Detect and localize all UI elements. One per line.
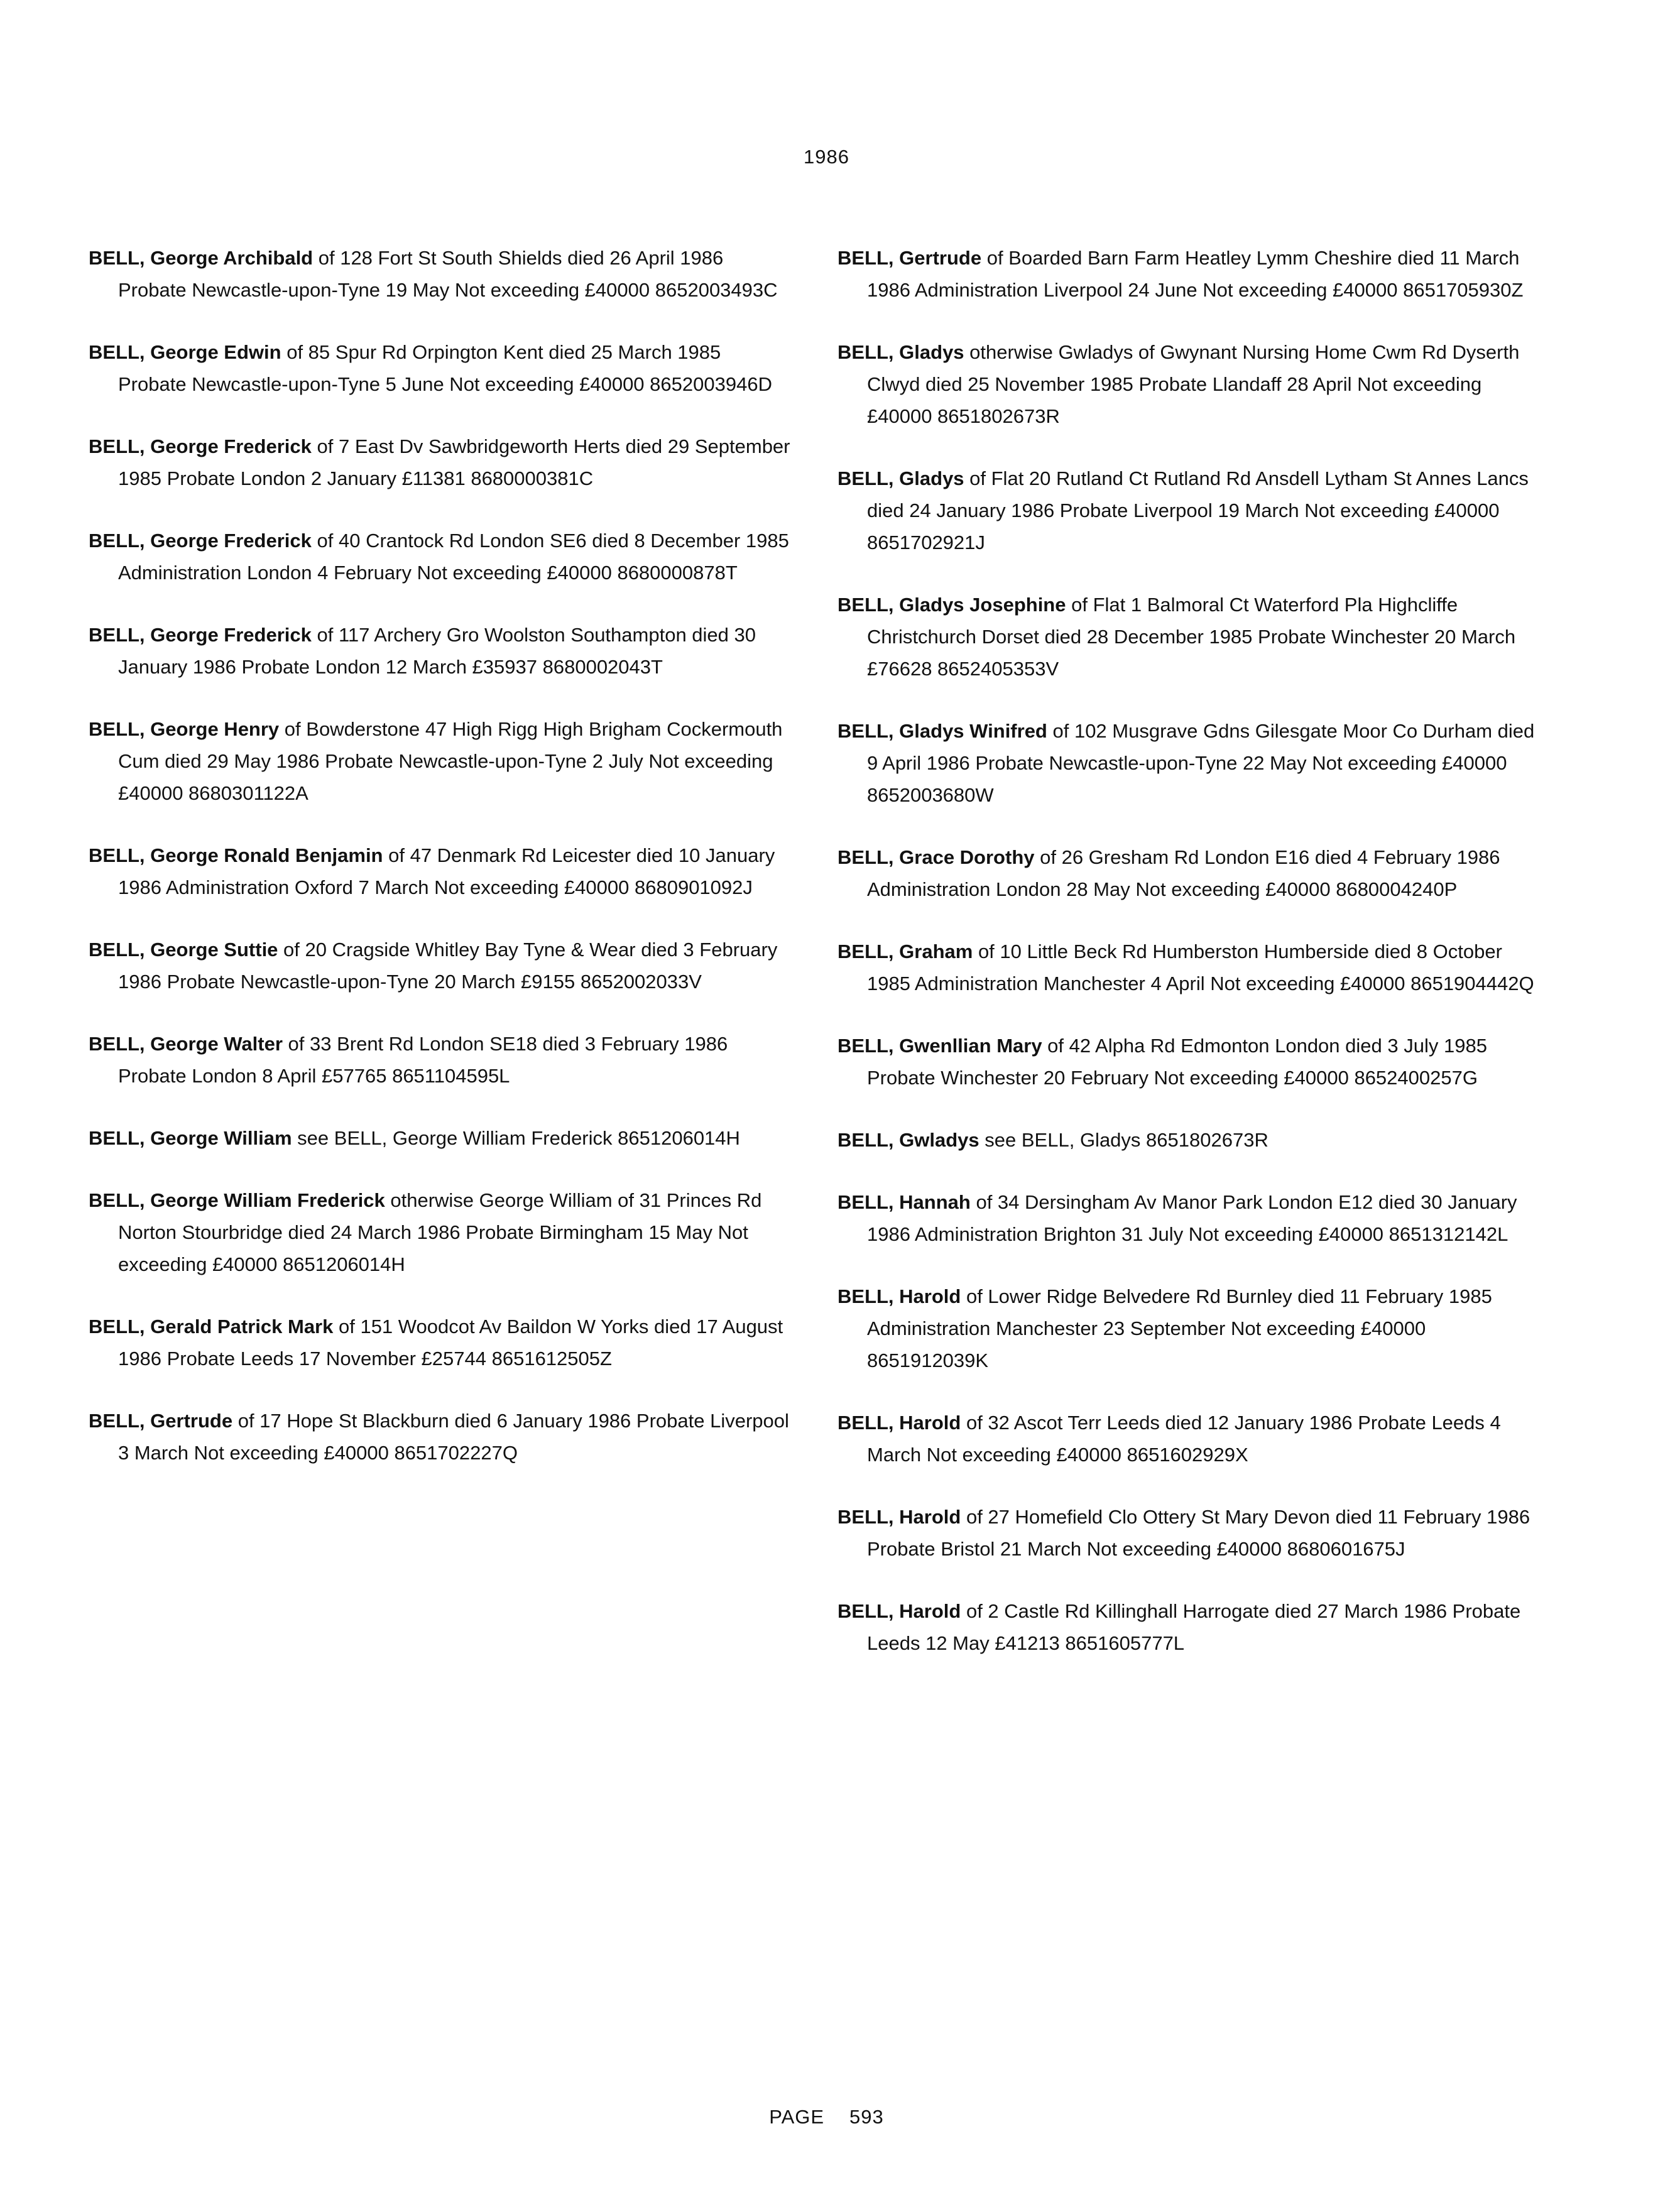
probate-entry bbox=[837, 462, 1541, 558]
entry-name: BELL, Harold bbox=[837, 1412, 961, 1434]
probate-entry bbox=[89, 1184, 792, 1280]
entry-details: of 20 Cragside Whitley Bay Tyne & Wear died 3 February 1986 Probate Newcastle-upon-Tyne 20 March £9155 8652002033V bbox=[118, 939, 778, 993]
page-footer bbox=[0, 2106, 1653, 2128]
entry-details: of 33 Brent Rd London SE18 died 3 February 1986 Probate London 8 April £57765 8651104595L bbox=[118, 1033, 728, 1087]
probate-entry bbox=[837, 1124, 1541, 1156]
probate-entry bbox=[837, 1407, 1541, 1471]
probate-entry bbox=[89, 430, 792, 494]
entry-details: of 27 Homefield Clo Ottery St Mary Devon died 11 February 1986 Probate Bristol 21 March Not exceeding £40000 8680601675J bbox=[867, 1506, 1530, 1560]
probate-entry bbox=[89, 934, 792, 998]
entry-details: of 2 Castle Rd Killinghall Harrogate died 27 March 1986 Probate Leeds 12 May £41213 8651605777L bbox=[867, 1600, 1521, 1654]
probate-entry bbox=[837, 589, 1541, 685]
entry-name: BELL, Gwenllian Mary bbox=[837, 1035, 1042, 1057]
entry-name: BELL, Hannah bbox=[837, 1191, 971, 1213]
entry-name: BELL, Gwladys bbox=[837, 1129, 979, 1151]
probate-entry bbox=[89, 1122, 792, 1154]
probate-entry bbox=[89, 1310, 792, 1375]
probate-entry bbox=[89, 525, 792, 589]
entry-details: of Flat 1 Balmoral Ct Waterford Pla Highcliffe Christchurch Dorset died 28 December 1985 Probate Winchester 20 March £76628 8652405353V bbox=[867, 594, 1516, 680]
entry-details: of 85 Spur Rd Orpington Kent died 25 March 1985 Probate Newcastle-upon-Tyne 5 June Not exceeding £40000 8652003946D bbox=[118, 341, 772, 395]
probate-entry bbox=[837, 1501, 1541, 1565]
entry-name: BELL, George Frederick bbox=[89, 435, 312, 457]
left-column bbox=[89, 242, 792, 1499]
entry-details: of 151 Woodcot Av Baildon W Yorks died 17 August 1986 Probate Leeds 17 November £25744 8651612505Z bbox=[118, 1316, 783, 1370]
entry-details: of 26 Gresham Rd London E16 died 4 February 1986 Administration London 28 May Not exceeding £40000 8680004240P bbox=[867, 846, 1500, 900]
entry-details: of 117 Archery Gro Woolston Southampton died 30 January 1986 Probate London 12 March £35937 8680002043T bbox=[118, 624, 756, 678]
entry-details: of 42 Alpha Rd Edmonton London died 3 July 1985 Probate Winchester 20 February Not exceeding £40000 8652400257G bbox=[867, 1035, 1487, 1089]
entry-name: BELL, George Henry bbox=[89, 718, 280, 740]
entry-name: BELL, Gertrude bbox=[89, 1410, 233, 1432]
probate-entry bbox=[837, 1030, 1541, 1094]
entry-details: otherwise Gwladys of Gwynant Nursing Home Cwm Rd Dyserth Clwyd died 25 November 1985 Probate Llandaff 28 April Not exceeding £40000 8651802673R bbox=[867, 341, 1520, 427]
entry-name: BELL, Graham bbox=[837, 940, 973, 962]
entry-details: of 32 Ascot Terr Leeds died 12 January 1986 Probate Leeds 4 March Not exceeding £40000 8651602929X bbox=[867, 1412, 1501, 1466]
probate-entry bbox=[837, 935, 1541, 1000]
probate-entry bbox=[837, 841, 1541, 905]
entry-details: otherwise George William of 31 Princes Rd Norton Stourbridge died 24 March 1986 Probate Birmingham 15 May Not exceeding £40000 8651206014H bbox=[118, 1189, 762, 1275]
page-number: 593 bbox=[849, 2106, 884, 2128]
entry-name: BELL, George Suttie bbox=[89, 939, 278, 961]
probate-entry bbox=[89, 839, 792, 903]
entry-name: BELL, Gertrude bbox=[837, 247, 982, 269]
entry-name: BELL, George Edwin bbox=[89, 341, 281, 363]
entry-details: of 47 Denmark Rd Leicester died 10 January 1986 Administration Oxford 7 March Not exceeding £40000 8680901092J bbox=[118, 844, 775, 898]
right-column bbox=[837, 242, 1541, 1689]
entry-name: BELL, Gerald Patrick Mark bbox=[89, 1316, 334, 1338]
probate-entry bbox=[89, 713, 792, 809]
page-label: PAGE bbox=[769, 2106, 825, 2128]
entry-name: BELL, George William bbox=[89, 1127, 292, 1149]
entry-details: of 7 East Dv Sawbridgeworth Herts died 29 September 1985 Probate London 2 January £11381 8680000381C bbox=[118, 435, 790, 489]
entry-name: BELL, George Frederick bbox=[89, 530, 312, 552]
entry-details: see BELL, Gladys 8651802673R bbox=[979, 1129, 1268, 1151]
entry-details: of 102 Musgrave Gdns Gilesgate Moor Co Durham died 9 April 1986 Probate Newcastle-upon-Tyne 22 May Not exceeding £40000 8652003680W bbox=[867, 720, 1535, 806]
entry-details: of Bowderstone 47 High Rigg High Brigham Cockermouth Cum died 29 May 1986 Probate Newcastle-upon-Tyne 2 July Not exceeding £40000 8680301122A bbox=[118, 718, 783, 804]
entry-details: of 128 Fort St South Shields died 26 April 1986 Probate Newcastle-upon-Tyne 19 May Not exceeding £40000 8652003493C bbox=[118, 247, 778, 301]
page-year-header: 1986 bbox=[804, 146, 849, 168]
entry-details: of 10 Little Beck Rd Humberston Humberside died 8 October 1985 Administration Manchester 4 April Not exceeding £40000 8651904442Q bbox=[867, 940, 1534, 994]
entry-details: of 17 Hope St Blackburn died 6 January 1986 Probate Liverpool 3 March Not exceeding £40000 8651702227Q bbox=[118, 1410, 789, 1464]
probate-entry bbox=[837, 1595, 1541, 1659]
entry-name: BELL, George Ronald Benjamin bbox=[89, 844, 383, 866]
entry-details: of Lower Ridge Belvedere Rd Burnley died 11 February 1985 Administration Manchester 23 September Not exceeding £40000 8651912039K bbox=[867, 1285, 1492, 1371]
entry-name: BELL, Gladys Josephine bbox=[837, 594, 1066, 616]
probate-entry bbox=[89, 336, 792, 400]
probate-entry bbox=[89, 1405, 792, 1469]
probate-entry bbox=[89, 1028, 792, 1092]
entry-name: BELL, Gladys Winifred bbox=[837, 720, 1047, 742]
probate-entry bbox=[837, 1186, 1541, 1250]
entry-name: BELL, Harold bbox=[837, 1506, 961, 1528]
entry-name: BELL, Gladys bbox=[837, 341, 964, 363]
entry-name: BELL, George Archibald bbox=[89, 247, 314, 269]
entry-name: BELL, George William Frederick bbox=[89, 1189, 385, 1211]
probate-entry bbox=[89, 619, 792, 683]
entry-details: see BELL, George William Frederick 8651206014H bbox=[292, 1127, 740, 1149]
entry-name: BELL, Grace Dorothy bbox=[837, 846, 1035, 868]
entry-details: of Flat 20 Rutland Ct Rutland Rd Ansdell Lytham St Annes Lancs died 24 January 1986 Probate Liverpool 19 March Not exceeding £40000 8651702921J bbox=[867, 467, 1529, 553]
entry-name: BELL, Harold bbox=[837, 1285, 961, 1307]
probate-entry bbox=[837, 242, 1541, 306]
entry-name: BELL, George Walter bbox=[89, 1033, 283, 1055]
entry-details: of Boarded Barn Farm Heatley Lymm Cheshire died 11 March 1986 Administration Liverpool 24 June Not exceeding £40000 8651705930Z bbox=[867, 247, 1524, 301]
probate-entry bbox=[837, 1280, 1541, 1376]
probate-entry bbox=[89, 242, 792, 306]
entry-details: of 34 Dersingham Av Manor Park London E12 died 30 January 1986 Administration Brighton 31 July Not exceeding £40000 8651312142L bbox=[867, 1191, 1517, 1245]
entry-name: BELL, Gladys bbox=[837, 467, 964, 489]
probate-entry bbox=[837, 715, 1541, 811]
entry-name: BELL, George Frederick bbox=[89, 624, 312, 646]
probate-entry bbox=[837, 336, 1541, 432]
entry-name: BELL, Harold bbox=[837, 1600, 961, 1622]
entry-details: of 40 Crantock Rd London SE6 died 8 December 1985 Administration London 4 February Not exceeding £40000 8680000878T bbox=[118, 530, 789, 584]
